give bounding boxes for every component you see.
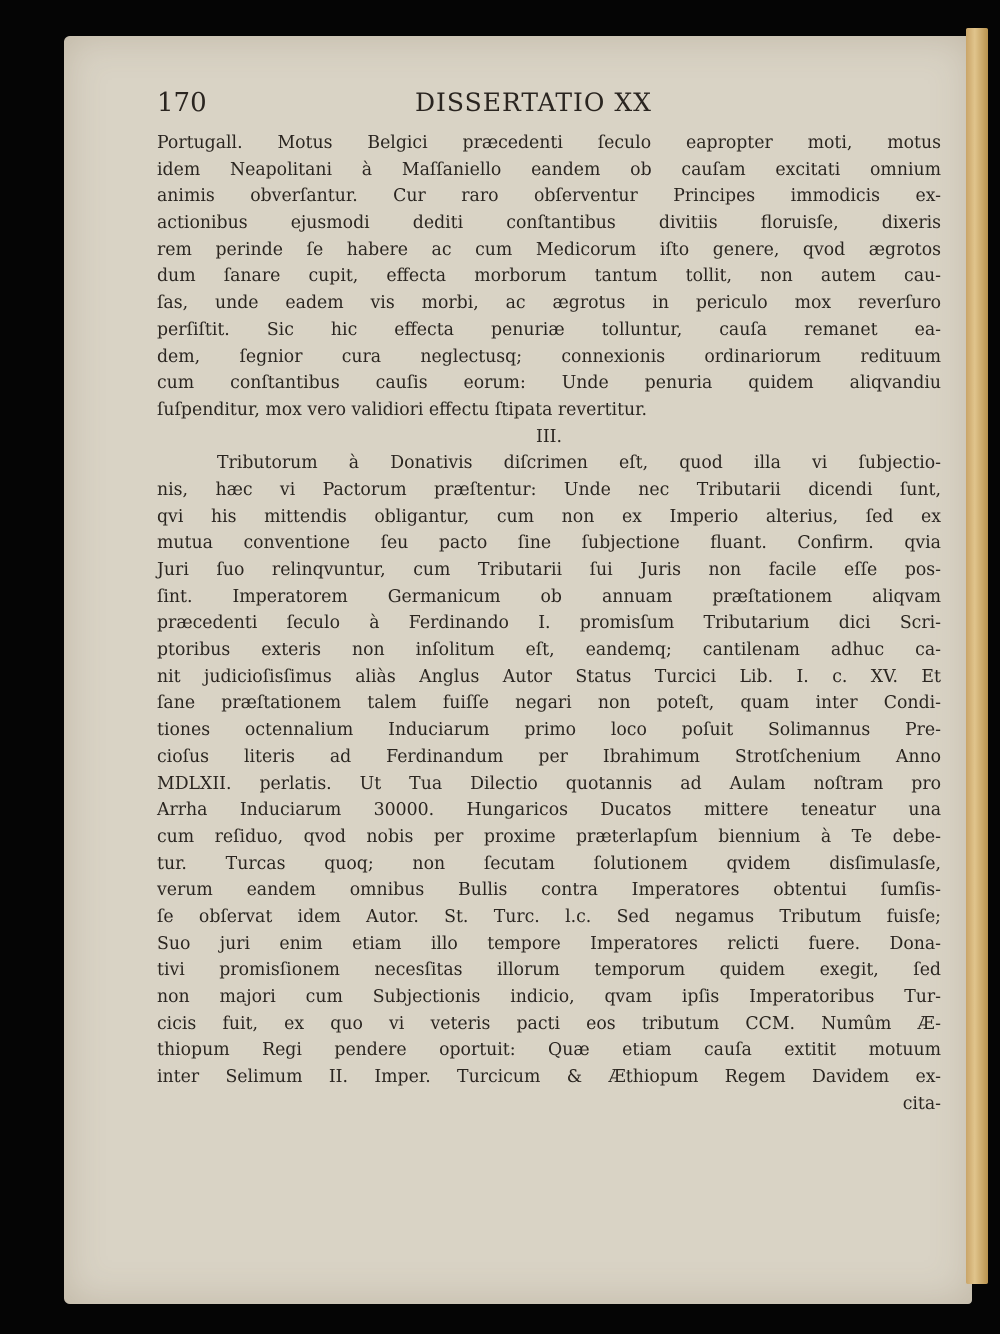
text-line: Tributorum à Donativis diſcrimen eſt, quod illa vi ſubjectio- xyxy=(217,453,941,474)
text-line: dum ſanare cupit, effecta morborum tantum tollit, non autem cau- xyxy=(157,266,941,287)
catchword: cita- xyxy=(902,1093,941,1114)
text-line: Arrha Induciarum 30000. Hungaricos Ducatos mittere teneatur una xyxy=(157,800,941,821)
text-line: ſas, unde eadem vis morbi, ac ægrotus in periculo mox reverſuro xyxy=(157,293,941,314)
text-line: cum reſiduo, qvod nobis per proxime præterlapſum biennium à Te debe- xyxy=(157,826,941,847)
text-line: actionibus ejusmodi dediti conſtantibus divitiis floruisſe, dixeris xyxy=(157,213,941,234)
text-line: Suo juri enim etiam illo tempore Imperatores relicti fuere. Dona- xyxy=(157,933,941,954)
text-line: thiopum Regi pendere oportuit: Quæ etiam cauſa extitit motuum xyxy=(157,1040,941,1061)
text-line: verum eandem omnibus Bullis contra Imperatores obtentui ſumſis- xyxy=(157,880,941,901)
text-line: perſiſtit. Sic hic effecta penuriæ tolluntur, cauſa remanet ea- xyxy=(157,319,941,340)
text-line: III. xyxy=(536,426,562,447)
text-line: MDLXII. perlatis. Ut Tua Dilectio quotannis ad Aulam noſtram pro xyxy=(157,773,941,794)
text-line: nit judicioſisſimus aliàs Anglus Autor Status Turcici Lib. I. c. XV. Et xyxy=(157,666,941,687)
text-body xyxy=(157,130,941,1091)
text-line: tivi promisſionem necesſitas illorum temporum quidem exegit, ſed xyxy=(157,960,941,981)
text-line: mutua conventione ſeu pacto ſine ſubjectione fluant. Confirm. qvia xyxy=(157,533,941,554)
text-line: inter Selimum II. Imper. Turcicum & Æthiopum Regem Davidem ex- xyxy=(157,1067,941,1088)
page-edge xyxy=(966,28,988,1284)
text-line: tiones octennalium Induciarum primo loco poſuit Solimannus Pre- xyxy=(157,720,941,741)
text-line: idem Neapolitani à Maſſaniello eandem ob cauſam excitati omnium xyxy=(157,159,941,180)
text-line: cicis fuit, ex quo vi veteris pacti eos tributum CCM. Numûm Æ- xyxy=(157,1013,941,1034)
text-line: tur. Turcas quoq; non ſecutam ſolutionem qvidem disſimulasſe, xyxy=(157,853,941,874)
text-line: cioſus literis ad Ferdinandum per Ibrahimum Strotſchenium Anno xyxy=(157,746,941,767)
text-line: qvi his mittendis obligantur, cum non ex Imperio alterius, ſed ex xyxy=(157,506,941,527)
text-line: dem, ſegnior cura neglectusq; connexionis ordinariorum redituum xyxy=(157,346,941,367)
text-line: Juri ſuo relinqvuntur, cum Tributarii ſui Juris non facile eſſe pos- xyxy=(157,560,941,580)
text-line: ſane præſtationem talem fuiſſe negari non poteſt, quam inter Condi- xyxy=(157,693,941,714)
text-line: nis, hæc vi Pactorum præſtentur: Unde nec Tributarii dicendi ſunt, xyxy=(157,479,941,500)
page-header xyxy=(157,88,941,130)
text-line: non majori cum Subjectionis indicio, qvam ipſis Imperatoribus Tur- xyxy=(157,987,941,1007)
text-line: ſint. Imperatorem Germanicum ob annuam præſtationem aliqvam xyxy=(157,586,941,607)
text-line: ptoribus exteris non inſolitum eſt, eandemq; cantilenam adhuc ca- xyxy=(157,640,941,661)
page-text xyxy=(157,12,941,1117)
text-line: præcedenti ſeculo à Ferdinando I. promisſum Tributarium dici Scri- xyxy=(157,613,941,634)
text-line: rem perinde ſe habere ac cum Medicorum iſto genere, qvod ægrotos xyxy=(157,239,941,260)
text-line: Portugall. Motus Belgici præcedenti ſeculo eapropter moti, motus xyxy=(157,133,941,153)
running-head: DISSERTATIO XX xyxy=(415,88,652,117)
page-number: 170 xyxy=(157,88,207,118)
text-line: animis obverſantur. Cur raro obſerventur Principes immodicis ex- xyxy=(157,186,941,207)
text-line: ſe obſervat idem Autor. St. Turc. l.c. Sed negamus Tributum fuisſe; xyxy=(157,906,941,927)
text-line: cum conſtantibus cauſis eorum: Unde penuria quidem aliqvandiu xyxy=(157,373,941,394)
text-line: ſuſpenditur, mox vero validiori effectu ſtipata revertitur. xyxy=(157,399,648,420)
